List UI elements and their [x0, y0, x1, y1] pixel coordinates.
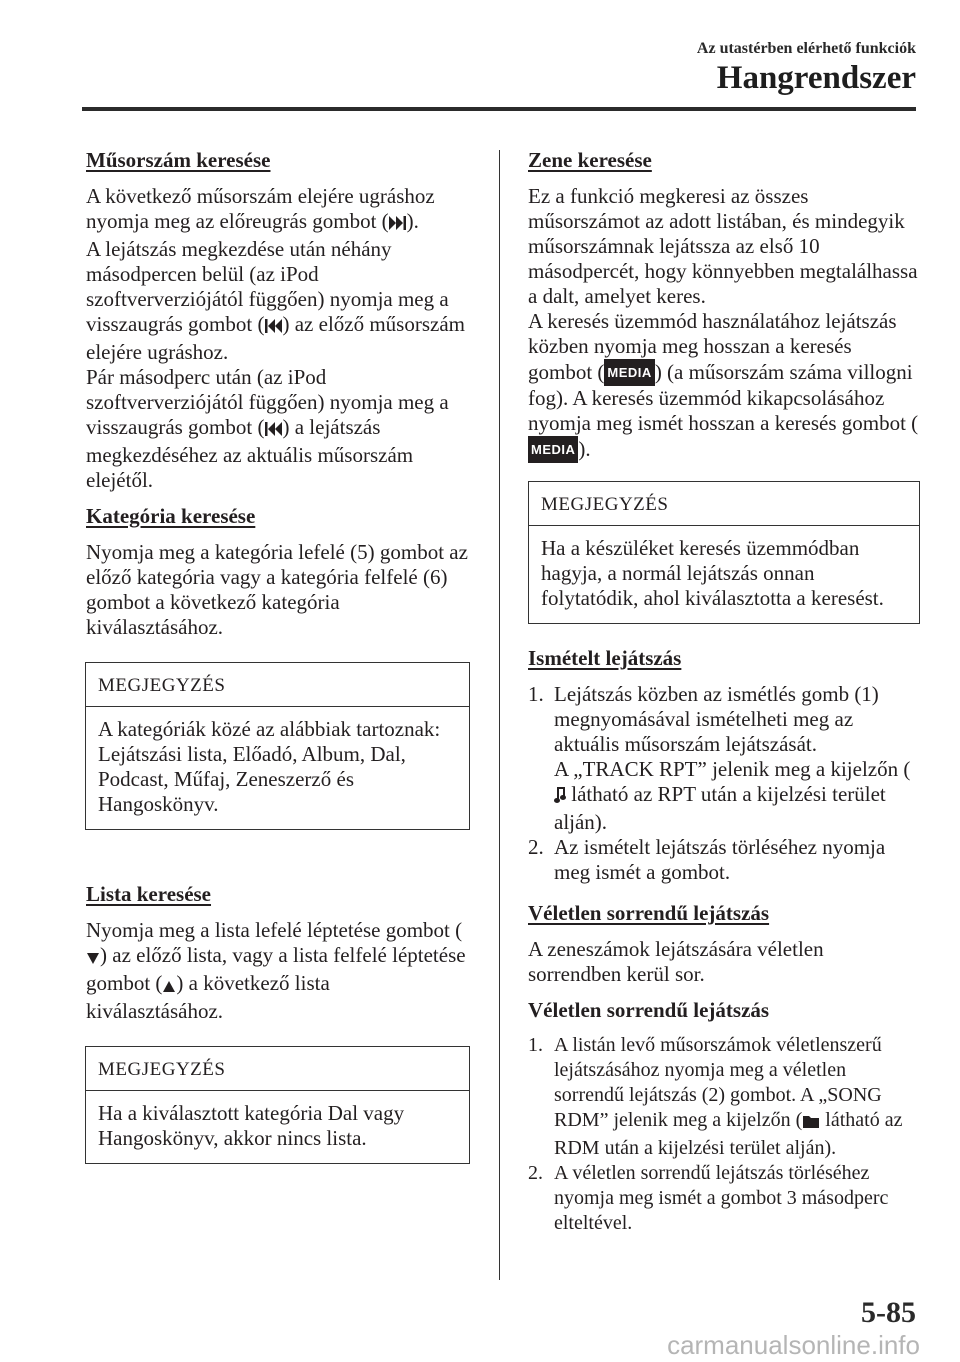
- arrow-up-icon: [162, 974, 176, 999]
- track-search-paragraph-2: A lejátszás megkezdése után néhány másodpercen belül (az iPod szoftververziójától függően) nyomja meg a visszaugrás gombot ( ) az előző műsorszám elejére ugráshoz.: [86, 237, 465, 364]
- left-column: [86, 148, 470, 1178]
- list-item: 2. Az ismételt lejátszás törléséhez nyomja meg ismét a gombot.: [528, 835, 886, 884]
- right-column: [528, 148, 920, 1246]
- section-category-search-title: Kategória keresése: [86, 504, 256, 528]
- skip-back-icon: [264, 418, 282, 443]
- music-search-paragraph-1: Ez a funkció megkeresi az összes műsorszámot az adott listában, és mindegyik műsorszámnak lejátssza az első 10 másodpercét, hogy könnyebben megtalálhassa a dalt, amelyet keres.: [528, 184, 918, 308]
- note-box-categories: [85, 662, 470, 830]
- note-box-search-mode: [528, 481, 920, 624]
- note-title: MEGJEGYZÉS: [529, 482, 919, 526]
- note-body: Ha a készüléket keresés üzemmódban hagyja, a normál lejátszás onnan folytatódik, ahol kiválasztotta a keresést.: [541, 536, 884, 610]
- list-item: 1. A listán levő műsorszámok véletlenszerű lejátszásához nyomja meg a véletlen sorrendű lejátszás (2) gombot. A „SONG RDM” jelenik meg a kijelzőn ( látható az RDM után a kijelzési terület alján).: [528, 1034, 903, 1159]
- list-item: 1. Lejátszás közben az ismétlés gomb (1) megnyomásával ismételheti meg az aktuális műsorszám lejátszását. A „TRACK RPT” jelenik meg a kijelzőn ( látható az RPT után a kijelzési terület alján).: [528, 682, 911, 834]
- folder-icon: [802, 1111, 820, 1136]
- note-body: A kategóriák közé az alábbiak tartoznak: Lejátszási lista, Előadó, Album, Dal, Podcast, Műfaj, Zeneszerző és Hangoskönyv.: [98, 717, 441, 816]
- section-repeat-title: Ismételt lejátszás: [528, 646, 682, 670]
- arrow-down-icon: [86, 946, 100, 971]
- list-search-paragraph: Nyomja meg a lista lefelé léptetése gombot () az előző lista, vagy a lista felfelé léptetése gombot ( ) a következő lista kiválasztásához.: [86, 918, 466, 1023]
- music-search-paragraph-2: A keresés üzemmód használatához lejátszás közben nyomja meg hosszan a keresés gombot ( MEDIA ) (a műsorszám száma villogni fog). A keresés üzemmód kikapcsolásához nyomja meg ismét hosszan a keresés gombot (MEDIA ).: [528, 309, 919, 461]
- skip-back-icon: [264, 315, 282, 340]
- watermark: carmanualsonline.info: [667, 1330, 920, 1360]
- media-button-icon: MEDIA: [528, 436, 578, 463]
- track-search-paragraph-3: Pár másodperc után (az iPod szoftververziójától függően) nyomja meg a visszaugrás gombot ( ) a lejátszás megkezdéséhez az aktuális műsorszám elejétől.: [86, 365, 449, 492]
- page-number: 5-85: [861, 1296, 916, 1329]
- list-item: 2. A véletlen sorrendű lejátszás törléséhez nyomja meg ismét a gombot 3 másodperc elteltével.: [528, 1162, 889, 1234]
- music-note-icon: [554, 785, 566, 810]
- section-list-search-title: Lista keresése: [86, 882, 212, 906]
- skip-forward-icon: [389, 212, 407, 237]
- random-subheading: Véletlen sorrendű lejátszás: [528, 998, 770, 1022]
- note-body: Ha a kiválasztott kategória Dal vagy Hangoskönyv, akkor nincs lista.: [98, 1101, 405, 1150]
- random-paragraph: A zeneszámok lejátszására véletlen sorrendben kerül sor.: [528, 937, 824, 986]
- header-rule: [82, 107, 916, 111]
- media-button-icon: MEDIA: [604, 359, 654, 386]
- section-music-search-title: Zene keresése: [528, 148, 652, 172]
- track-search-paragraph-1: A következő műsorszám elejére ugráshoz nyomja meg az előreugrás gombot ( ).: [86, 184, 470, 237]
- section-random-title: Véletlen sorrendű lejátszás: [528, 901, 770, 925]
- column-divider: [499, 150, 500, 1280]
- category-search-paragraph: Nyomja meg a kategória lefelé (5) gombot az előző kategória vagy a kategória felfelé (6) gombot a következő kategória kiválasztásához.: [86, 540, 468, 639]
- note-box-list: [85, 1046, 470, 1164]
- header-subtitle: Az utastérben elérhető funkciók: [696, 40, 916, 57]
- header-title: Hangrendszer: [716, 60, 916, 96]
- random-steps: [528, 1033, 920, 1236]
- note-title: MEGJEGYZÉS: [86, 1047, 469, 1091]
- repeat-steps: [528, 682, 920, 885]
- section-track-search-title: Műsorszám keresése: [86, 148, 271, 172]
- note-title: MEGJEGYZÉS: [86, 663, 469, 707]
